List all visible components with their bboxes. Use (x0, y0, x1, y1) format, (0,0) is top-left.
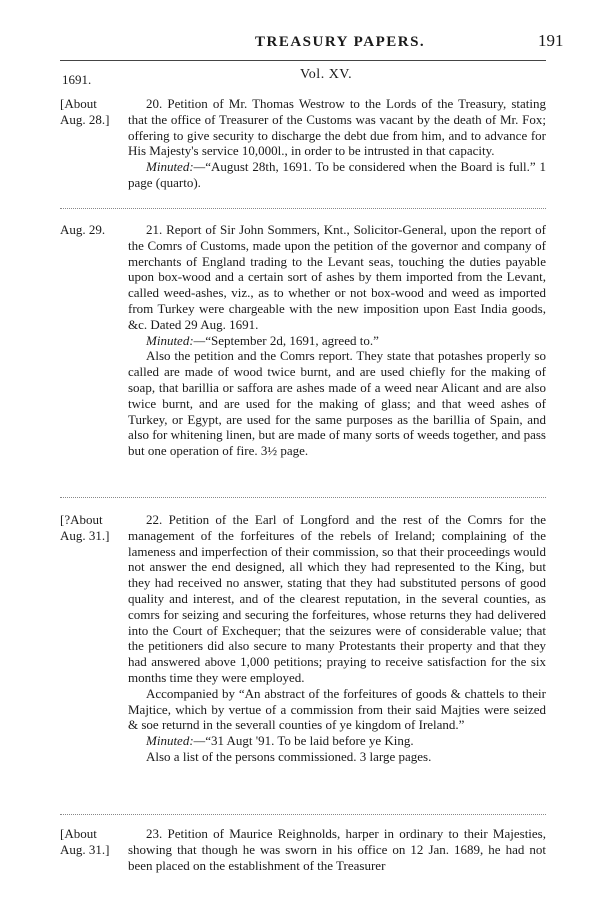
entry-accompanied: Accompanied by “An abstract of the forfeitures of goods & chattels to their Majtice, which by vertue of a commission from their said Majties were seized & soe returnd in the severall counties of ye kingdom of Ireland.” (128, 685, 546, 733)
entry-date-margin (60, 96, 122, 128)
entry-extra: Also a list of the persons commissioned. 3 large pages. (146, 748, 432, 764)
minute-text: “31 Augt '91. To be laid before ye King. (205, 733, 414, 749)
year-label: 1691. (62, 72, 92, 87)
entry-date-margin (60, 512, 122, 544)
date-line: Aug. 31.] (60, 842, 110, 857)
minute-label: Minuted:— (146, 159, 206, 175)
date-line: Aug. 31.] (60, 528, 110, 543)
date-line: [?About (60, 512, 103, 527)
entry-minute (128, 333, 546, 349)
entry-minute (128, 159, 546, 191)
header-rule (60, 60, 546, 61)
entry-separator (60, 208, 546, 209)
minute-text: “August 28th, 1691. To be considered when the Board is full.” 1 page (quarto). (128, 159, 546, 190)
date-line: Aug. 29. (60, 222, 106, 237)
page-number: 191 (538, 31, 564, 50)
entry-extra: Also the petition and the Comrs report. They state that potashes properly so called are made of wood twice burnt, and are used chiefly for the making of soap, that barillia or saffora are ashes made of a weed near Alicant and are also twice burnt, and are used for the making of glass; and that weed ashes of Turkey, or Egypt, are used for the same purposes as the barillia of Spain, and also for whitening linen, but are made of many sorts of weeds together, and pass but one operation of fire. 3½ page. (128, 348, 546, 459)
entry-text: 21. Report of Sir John Sommers, Knt., Solicitor-General, upon the report of the Comrs of Customs, made upon the petition of the governor and company of merchants of England trading to the Levant seas, touching the duties payable upon box-wood and a certain sort of ashes by them imported from the Levant, called weed-ashes, viz., as to whether or not box-wood and weed as imported from Turkey were chargeable with the new imposition upon East India goods, &c. Dated 29 Aug. 1691. (128, 222, 546, 332)
entry-text: 20. Petition of Mr. Thomas Westrow to the Lords of the Treasury, stating that the office of Treasurer of the Customs was vacant by the death of Mr. Fox; offering to give security to discharge the debt due from him, and to advance for His Majesty's service 10,000l., in order to be intrusted in that capacity. (128, 96, 546, 159)
date-line: Aug. 28.] (60, 112, 110, 127)
minute-label: Minuted:— (146, 733, 206, 749)
entry-21 (128, 222, 546, 459)
entry-date-margin (60, 222, 122, 238)
entry-separator (60, 814, 546, 815)
entry-text: 23. Petition of Maurice Reighnolds, harper in ordinary to their Majesties, showing that though he was sworn in his office on 12 Jan. 1689, he had not been placed on the establishment of the Treasurer (128, 826, 546, 873)
minute-text: “September 2d, 1691, agreed to.” (205, 332, 379, 348)
entry-22 (128, 512, 546, 765)
entry-minute (128, 733, 546, 749)
volume-heading: Vol. XV. (300, 67, 353, 82)
date-line: [About (60, 96, 97, 111)
entry-text: 22. Petition of the Earl of Longford and the rest of the Comrs for the management of the forfeitures of the rebels of Ireland; complaining of the lameness and imperfection of their commission, so that their proceedings would not answer the end designed, all which they had represented to the King, but they had received no answer, stating that they had substituted persons of good quality and interest, and of the clearest reputation, in the several counties, as comrs for seizing and securing the forfeitures, whose returns they had delivered into the Court of Exchequer; that the seizures were of considerable value; that the petitioners did also secure to many Protestants their property and that they had answered above 1,000 petitions; praying to receive satisfaction for the six months time they were employed. (128, 512, 546, 685)
entry-date-margin (60, 826, 122, 858)
entry-separator (60, 497, 546, 498)
entry-23 (128, 826, 546, 873)
minute-label: Minuted:— (146, 332, 206, 348)
entry-20 (128, 96, 546, 191)
running-header: TREASURY PAPERS. (255, 34, 426, 50)
date-line: [About (60, 826, 97, 841)
